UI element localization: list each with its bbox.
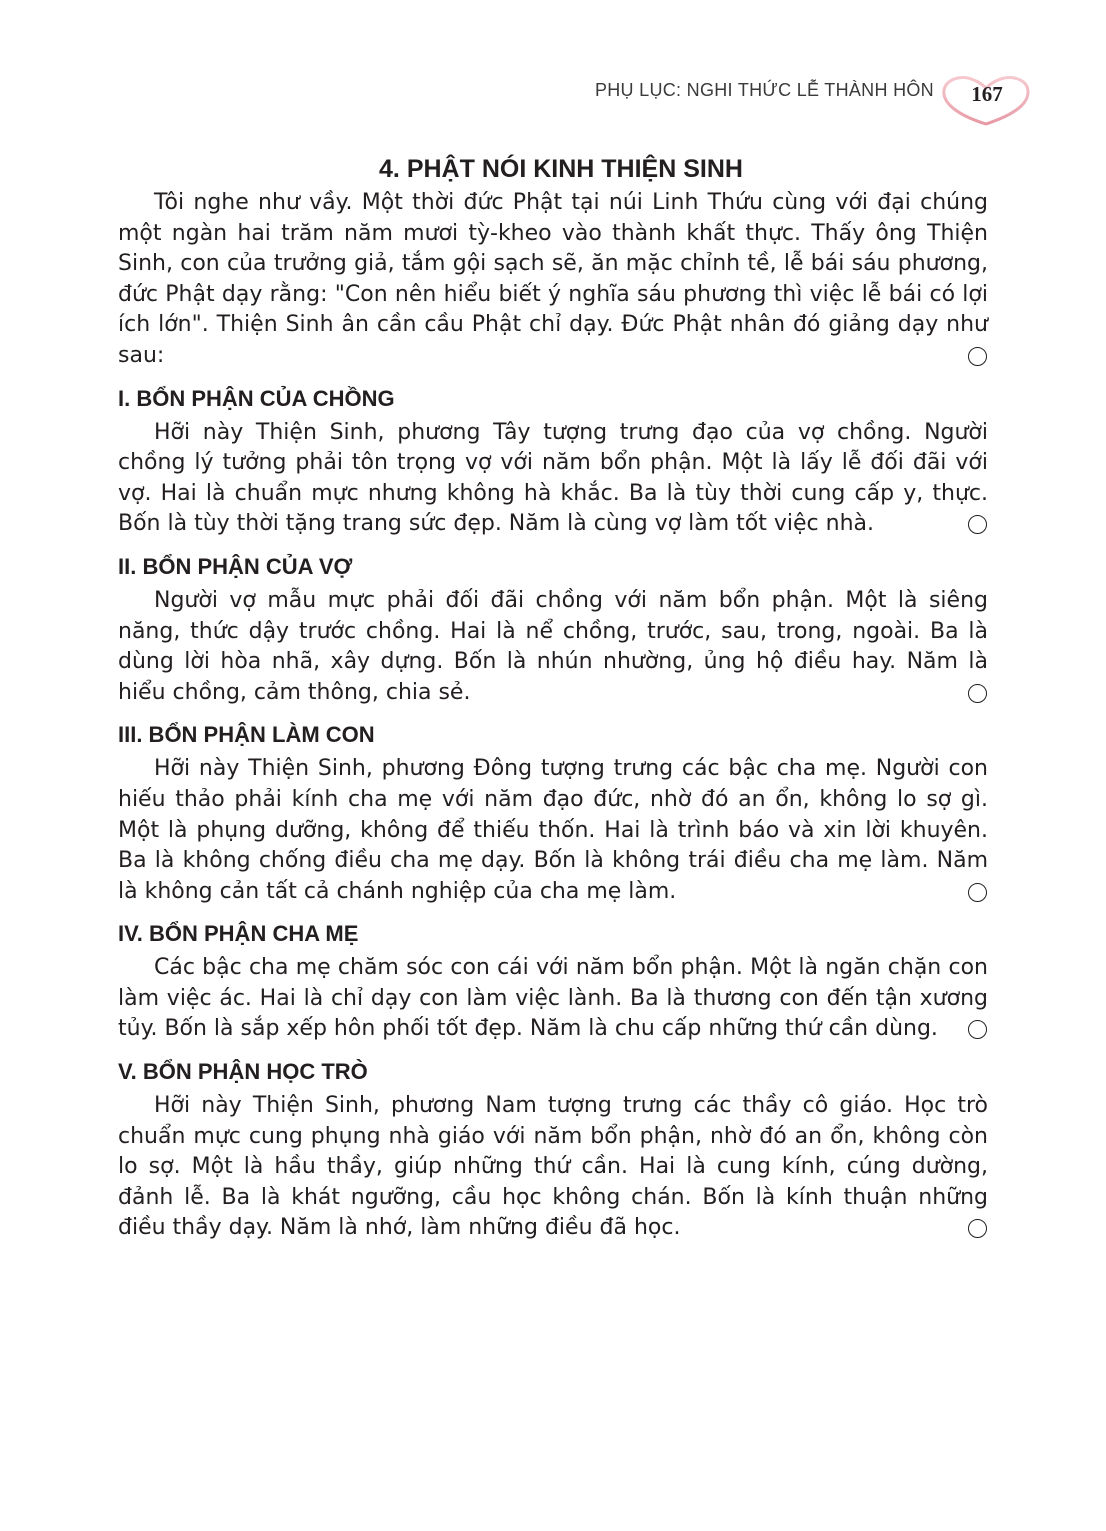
intro-text: Tôi nghe như vầy. Một thời đức Phật tại núi Linh Thứu cùng với đại chúng một ngàn hai trăm năm mươi tỳ-kheo vào thành khất thực. Thấy ông Thiện Sinh, con của trưởng giả, tắm gội sạch sẽ, ăn mặc chỉnh tề, lễ bái sáu phương, đức Phật dạy rằng: "Con nên hiểu biết ý nghĩa sáu phương thì việc lễ bái có lợi ích lớn". Thiện Sinh ân cần cầu Phật chỉ dạy. Đức Phật nhân đó giảng dạy như sau: (118, 190, 988, 368)
section-paragraph (118, 953, 988, 1045)
page-body (118, 150, 988, 1244)
end-circle-icon (968, 347, 987, 366)
end-circle-icon (968, 1020, 987, 1039)
page-title: 4. PHẬT NÓI KINH THIỆN SINH (379, 155, 743, 183)
section-paragraph (118, 1091, 988, 1244)
section-heading: I. BỔN PHẬN CỦA CHỒNG (118, 385, 395, 411)
intro-paragraph (118, 188, 988, 372)
section-text: Hỡi này Thiện Sinh, phương Nam tượng trưng các thầy cô giáo. Học trò chuẩn mực cung phụng nhà giáo với năm bổn phận, nhờ đó an ổn, không còn lo sợ. Một là hầu thầy, giúp những thứ cần. Hai là cung kính, cúng dường, đảnh lễ. Ba là khát ngưỡng, cầu học không chán. Bốn là kính thuận những điều thầy dạy. Năm là nhớ, làm những điều đã học. (118, 1093, 988, 1241)
section-text: Người vợ mẫu mực phải đối đãi chồng với năm bổn phận. Một là siêng năng, thức dậy trước chồng. Hai là nể chồng, trước, sau, trong, ngoài. Ba là dùng lời hòa nhã, xây dựng. Bốn là nhún nhường, ủng hộ điều hay. Năm là hiểu chồng, cảm thông, chia sẻ. (118, 587, 988, 705)
page-number: 167 (971, 82, 1003, 106)
section-paragraph (118, 586, 988, 708)
running-header-title: PHỤ LỤC: NGHI THỨC LỄ THÀNH HÔN (594, 80, 934, 100)
end-circle-icon (968, 1219, 987, 1238)
section-text: Các bậc cha mẹ chăm sóc con cái với năm bổn phận. Một là ngăn chặn con làm việc ác. Hai là chỉ dạy con làm việc lành. Ba là thương con đến tận xương tủy. Bốn là sắp xếp hôn phối tốt đẹp. Năm là chu cấp những thứ cần dùng. (118, 955, 988, 1042)
end-circle-icon (968, 515, 987, 534)
end-circle-icon (968, 684, 987, 703)
section-paragraph (118, 418, 988, 540)
section-heading: II. BỔN PHẬN CỦA VỢ (118, 553, 353, 579)
section-heading: V. BỔN PHẬN HỌC TRÒ (118, 1059, 368, 1085)
section-heading: IV. BỔN PHẬN CHA MẸ (118, 921, 359, 947)
section-text: Hỡi này Thiện Sinh, phương Tây tượng trưng đạo của vợ chồng. Người chồng lý tưởng phải tôn trọng vợ với năm bổn phận. Một là lấy lễ đối đãi với vợ. Hai là chuẩn mực nhưng không hà khắc. Ba là tùy thời cung cấp y, thực. Bốn là tùy thời tặng trang sức đẹp. Năm là cùng vợ làm tốt việc nhà. (118, 419, 988, 537)
running-header (0, 76, 1106, 126)
end-circle-icon (968, 883, 987, 902)
section-paragraph (118, 754, 988, 907)
section-heading: III. BỔN PHẬN LÀM CON (118, 722, 375, 748)
section-text: Hỡi này Thiện Sinh, phương Đông tượng trưng các bậc cha mẹ. Người con hiếu thảo phải kính cha mẹ với năm đạo đức, nhờ đó an ổn, không lo sợ gì. Một là phụng dưỡng, không để thiếu thốn. Hai là trình báo và xin lời khuyên. Ba là không chống điều cha mẹ dạy. Bốn là không trái điều cha mẹ làm. Năm là không cản tất cả chánh nghiệp của cha mẹ làm. (118, 756, 988, 904)
